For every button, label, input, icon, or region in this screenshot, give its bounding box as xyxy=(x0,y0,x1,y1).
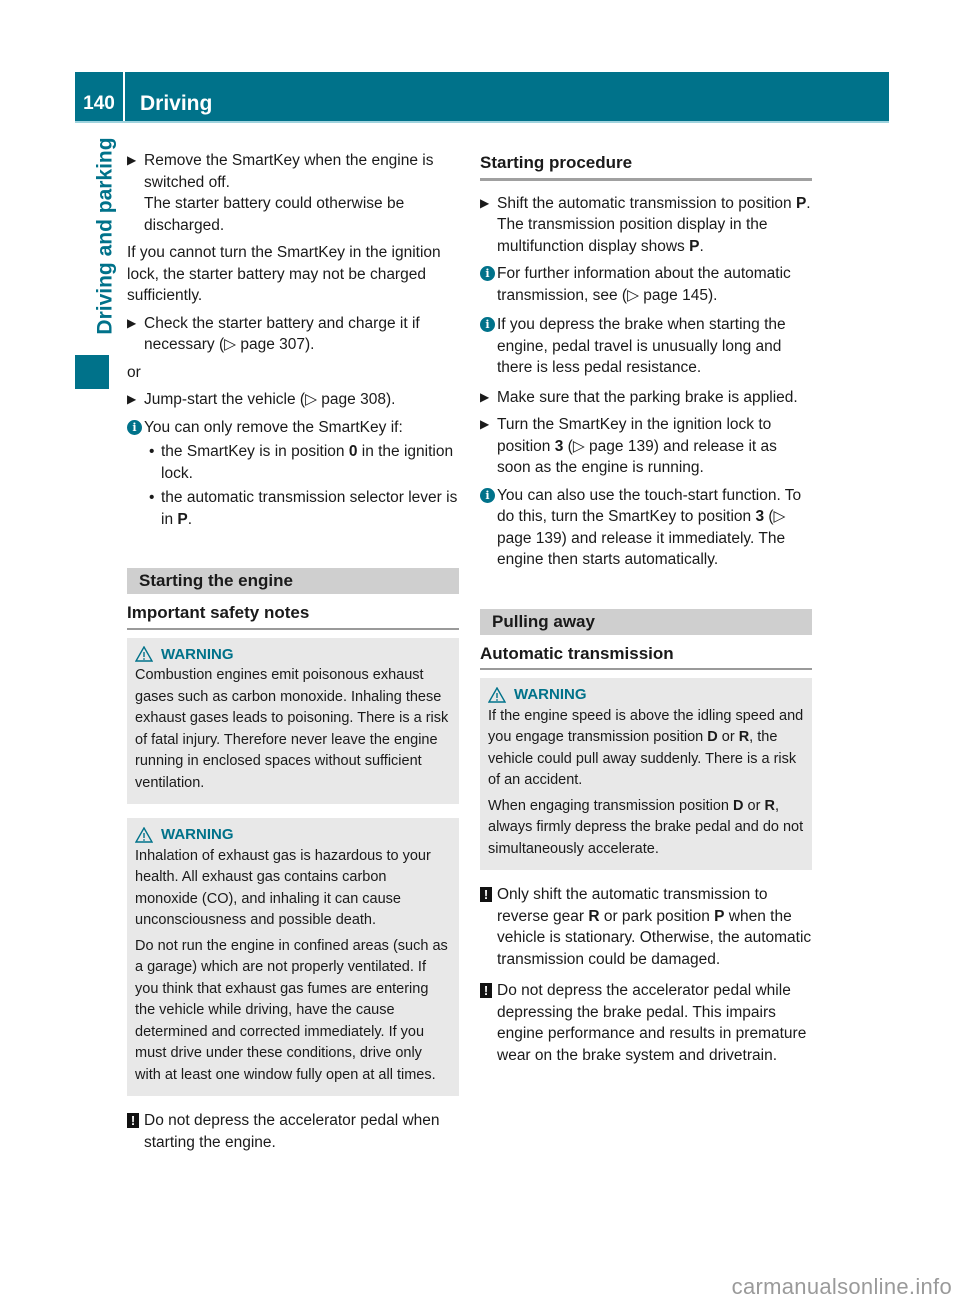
arrow-icon: ▶ xyxy=(480,389,490,404)
warning-box: WARNING Inhalation of exhaust gas is hazardous to your health. All exhaust gas contains carbon monoxide (CO), and inhaling it can cause unconsciousness and possible death. Do not run the engine in confined areas (such as a garage) which are not properly ventilated. If you think that exhaust gas fumes are entering the vehicle while driving, have the cause determined and corrected immediately. If you must drive under these conditions, drive only with at least one window fully open at all times. xyxy=(127,818,459,1096)
exclamation-icon: ! xyxy=(480,983,492,998)
section-heading: Pulling away xyxy=(480,609,812,635)
warning-box: WARNING If the engine speed is above the idling speed and you engage transmission position D or R, the vehicle could pull away suddenly. There is a risk of an accident. When engaging transmission position D or R, always firmly depress the brake pedal and do not simultaneously accelerate. xyxy=(480,678,812,870)
caution-note: ! Do not depress the accelerator pedal when starting the engine. xyxy=(127,1110,459,1153)
caution-note: ! Only shift the automatic transmission to reverse gear R or park position P when the vehicle is stationary. Otherwise, the automatic transmission could be damaged. xyxy=(480,884,812,970)
right-column xyxy=(480,150,812,1076)
subheading: Automatic transmission xyxy=(480,635,812,671)
info-note: i You can also use the touch-start function. To do this, turn the SmartKey to position 3 (▷ page 139) and release it immediately. The engine then starts automatically. xyxy=(480,485,812,571)
side-tab-marker xyxy=(75,355,109,389)
bullet-item: • the automatic transmission selector lever is in P. xyxy=(149,489,458,528)
side-tab xyxy=(88,122,124,350)
bullet-item: • the SmartKey is in position 0 in the ignition lock. xyxy=(149,443,454,482)
warning-box: WARNING Combustion engines emit poisonous exhaust gases such as carbon monoxide. Inhaling these exhaust gases leads to poisoning. There is a risk of fatal injury. Therefore never leave the engine running in enclosed spaces without sufficient ventilation. xyxy=(127,638,459,805)
warning-triangle-icon xyxy=(488,687,506,703)
page-header xyxy=(75,72,889,123)
instruction-step: ▶ Shift the automatic transmission to position P. The transmission position display in the multifunction display shows P. xyxy=(480,194,811,255)
info-icon: i xyxy=(480,317,495,332)
arrow-icon: ▶ xyxy=(127,392,137,406)
left-column xyxy=(127,150,459,1163)
instruction-step: ▶ Make sure that the parking brake is applied. xyxy=(480,387,812,409)
instruction-step: ▶ Check the starter battery and charge it if necessary (▷ page 307). xyxy=(127,314,420,353)
instruction-step: ▶ Turn the SmartKey in the ignition lock to position 3 (▷ page 139) and release it as soon as the engine is running. xyxy=(480,416,777,476)
side-tab-label: Driving and parking xyxy=(94,137,118,335)
info-icon: i xyxy=(127,420,142,435)
warning-label: WARNING xyxy=(514,686,587,703)
chapter-title: Driving xyxy=(140,92,213,115)
exclamation-icon: ! xyxy=(480,887,492,902)
warning-triangle-icon xyxy=(135,827,153,843)
instruction-step: ▶ Jump-start the vehicle (▷ page 308). xyxy=(127,389,459,411)
warning-triangle-icon xyxy=(135,646,153,662)
info-note: i You can only remove the SmartKey if: • the SmartKey is in position 0 in the ignition lock. • the automatic transmission selector lever is in P. xyxy=(127,417,459,531)
arrow-icon: ▶ xyxy=(480,195,490,210)
arrow-icon: ▶ xyxy=(127,153,137,167)
arrow-icon: ▶ xyxy=(480,417,490,431)
subheading: Starting procedure xyxy=(480,150,812,181)
info-note: i If you depress the brake when starting the engine, pedal travel is unusually long and there is less pedal resistance. xyxy=(480,314,812,379)
paragraph: If you cannot turn the SmartKey in the ignition lock, the starter battery may not be charged sufficiently. xyxy=(127,244,441,304)
warning-label: WARNING xyxy=(161,645,234,663)
warning-label: WARNING xyxy=(161,826,234,843)
info-icon: i xyxy=(480,266,495,281)
info-note: i For further information about the automatic transmission, see (▷ page 145). xyxy=(480,263,812,306)
subheading: Important safety notes xyxy=(127,594,459,630)
caution-note: ! Do not depress the accelerator pedal while depressing the brake pedal. This impairs engine performance and results in premature wear on the brake system and drivetrain. xyxy=(480,980,812,1066)
exclamation-icon: ! xyxy=(127,1113,139,1128)
section-heading: Starting the engine xyxy=(127,568,459,594)
or-text: or xyxy=(127,363,141,381)
arrow-icon: ▶ xyxy=(127,315,137,330)
watermark: carmanualsonline.info xyxy=(731,1274,952,1299)
page-number: 140 xyxy=(75,72,125,121)
instruction-step: ▶ Remove the SmartKey when the engine is switched off. The starter battery could otherwise be discharged. xyxy=(127,152,434,234)
info-icon: i xyxy=(480,488,495,503)
